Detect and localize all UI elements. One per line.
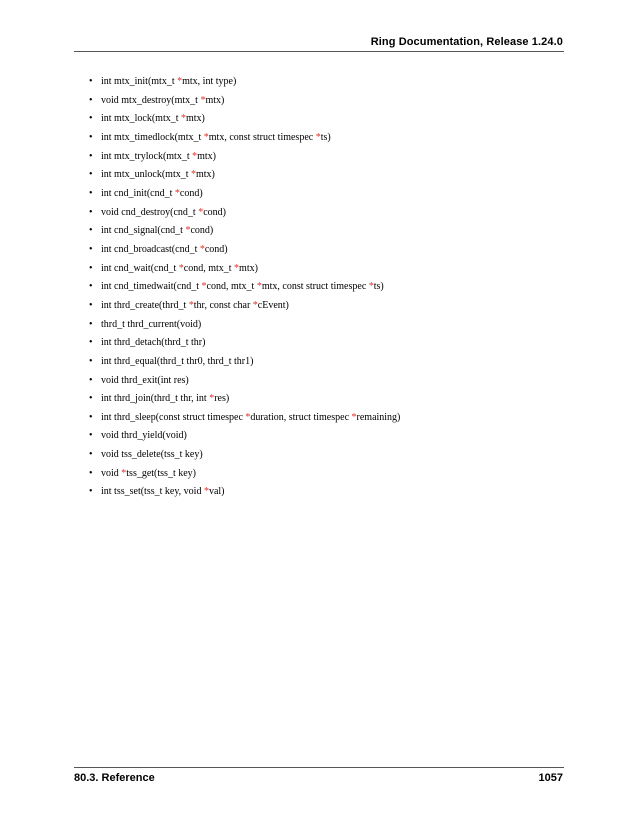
list-item bbox=[89, 409, 400, 428]
list-item bbox=[89, 241, 400, 260]
signature-text: void bbox=[101, 467, 122, 479]
list-item bbox=[89, 297, 400, 316]
bullet-icon: • bbox=[89, 449, 93, 461]
bullet-icon: • bbox=[89, 393, 93, 405]
list-item bbox=[89, 446, 400, 465]
signature-text: void thrd_yield(void) bbox=[101, 430, 187, 442]
signature-text: int mtx_init(mtx_t bbox=[101, 76, 178, 87]
list-item bbox=[89, 465, 400, 484]
pointer-asterisk: * bbox=[200, 94, 206, 106]
list-item bbox=[89, 129, 400, 148]
bullet-icon: • bbox=[89, 486, 93, 498]
pointer-asterisk: * bbox=[178, 262, 184, 274]
bullet-icon: • bbox=[89, 318, 93, 330]
signature-text: void mtx_destroy(mtx_t bbox=[101, 94, 201, 106]
signature-text: int thrd_create(thrd_t bbox=[101, 299, 189, 311]
signature-text: cond, mtx_t bbox=[183, 262, 235, 274]
bullet-icon: • bbox=[89, 374, 93, 386]
pointer-asterisk: * bbox=[209, 393, 215, 405]
pointer-asterisk: * bbox=[181, 113, 186, 125]
signature-text: ts) bbox=[320, 131, 331, 143]
list-item bbox=[89, 353, 400, 372]
footer-section-title: 80.3. Reference bbox=[74, 772, 155, 784]
pointer-asterisk: * bbox=[191, 169, 196, 181]
pointer-asterisk: * bbox=[203, 131, 209, 143]
list-item bbox=[89, 222, 400, 241]
signature-text: duration, struct timespec bbox=[250, 411, 352, 423]
list-item bbox=[89, 148, 400, 167]
bullet-icon: • bbox=[89, 187, 93, 199]
list-item bbox=[89, 390, 400, 409]
pointer-asterisk: * bbox=[368, 281, 374, 293]
signature-text: int mtx_timedlock(mtx_t bbox=[101, 131, 204, 143]
bullet-icon: • bbox=[89, 411, 93, 423]
signature-text: mtx) bbox=[186, 113, 205, 125]
bullet-icon: • bbox=[89, 337, 93, 349]
signature-text: ts) bbox=[373, 281, 384, 293]
signature-text: cond) bbox=[179, 187, 203, 199]
list-item bbox=[89, 278, 400, 297]
signature-text: val) bbox=[208, 486, 225, 498]
signature-text: int thrd_sleep(const struct timespec bbox=[101, 411, 246, 423]
signature-text: int cnd_wait(cnd_t bbox=[101, 262, 179, 274]
pointer-asterisk: * bbox=[351, 411, 357, 423]
bullet-icon: • bbox=[89, 262, 93, 274]
bullet-icon: • bbox=[89, 243, 93, 255]
footer-divider bbox=[74, 767, 564, 768]
signature-text: int thrd_equal(thrd_t thr0, thrd_t thr1) bbox=[101, 355, 254, 367]
list-item bbox=[89, 334, 400, 353]
pointer-asterisk: * bbox=[234, 262, 240, 274]
header-divider bbox=[74, 51, 564, 52]
pointer-asterisk: * bbox=[174, 187, 180, 199]
list-item bbox=[89, 166, 400, 185]
footer-page-number: 1057 bbox=[538, 772, 563, 784]
signature-text: mtx) bbox=[197, 150, 216, 162]
bullet-icon: • bbox=[89, 113, 93, 125]
signature-text: mtx) bbox=[205, 94, 225, 106]
bullet-icon: • bbox=[89, 281, 93, 293]
signature-text: mtx) bbox=[239, 262, 258, 274]
signature-text: int tss_set(tss_t key, void bbox=[101, 486, 204, 498]
signature-text: int cnd_signal(cnd_t bbox=[101, 225, 186, 237]
signature-text: cond) bbox=[204, 243, 228, 255]
signature-text: res) bbox=[214, 393, 230, 405]
signature-text: int thrd_join(thrd_t thr, int bbox=[101, 393, 210, 405]
list-item bbox=[89, 260, 400, 279]
signature-text: int cnd_init(cnd_t bbox=[101, 187, 175, 199]
pointer-asterisk: * bbox=[198, 206, 204, 218]
list-item bbox=[89, 204, 400, 223]
pointer-asterisk: * bbox=[199, 243, 205, 255]
list-item bbox=[89, 110, 400, 129]
pointer-asterisk: * bbox=[245, 411, 251, 423]
pointer-asterisk: * bbox=[315, 131, 321, 143]
bullet-icon: • bbox=[89, 299, 93, 311]
bullet-icon: • bbox=[89, 225, 93, 237]
signature-text: cEvent) bbox=[257, 299, 289, 311]
list-item bbox=[89, 185, 400, 204]
list-item bbox=[89, 372, 400, 391]
function-list bbox=[89, 73, 400, 502]
signature-text: int cnd_broadcast(cnd_t bbox=[101, 243, 200, 255]
list-item bbox=[89, 427, 400, 446]
signature-text: mtx, const struct timespec bbox=[208, 131, 316, 143]
signature-text: void tss_delete(tss_t key) bbox=[101, 449, 203, 461]
signature-text: int cnd_timedwait(cnd_t bbox=[101, 281, 202, 293]
signature-text: thr, const char bbox=[193, 299, 253, 311]
signature-text: int mtx_lock(mtx_t bbox=[101, 113, 181, 125]
bullet-icon: • bbox=[89, 94, 93, 106]
signature-text: mtx) bbox=[196, 169, 215, 181]
list-item bbox=[89, 483, 400, 502]
signature-text: int mtx_trylock(mtx_t bbox=[101, 150, 193, 162]
pointer-asterisk: * bbox=[201, 281, 207, 293]
list-item bbox=[89, 316, 400, 335]
list-item bbox=[89, 73, 400, 92]
pointer-asterisk: * bbox=[203, 486, 209, 498]
signature-text: cond, mtx_t bbox=[206, 281, 257, 293]
bullet-icon: • bbox=[89, 206, 93, 218]
bullet-icon: • bbox=[89, 76, 93, 87]
signature-text: cond) bbox=[203, 206, 226, 218]
signature-text: cond) bbox=[190, 225, 214, 237]
bullet-icon: • bbox=[89, 430, 93, 442]
pointer-asterisk: * bbox=[188, 299, 194, 311]
pointer-asterisk: * bbox=[121, 467, 127, 479]
pointer-asterisk: * bbox=[177, 76, 183, 87]
bullet-icon: • bbox=[89, 467, 93, 479]
signature-text: int mtx_unlock(mtx_t bbox=[101, 169, 191, 181]
signature-text: thrd_t thrd_current(void) bbox=[101, 318, 202, 330]
signature-text: tss_get(tss_t key) bbox=[126, 467, 196, 479]
signature-text: void thrd_exit(int res) bbox=[101, 374, 189, 386]
list-item bbox=[89, 92, 400, 111]
bullet-icon: • bbox=[89, 169, 93, 181]
pointer-asterisk: * bbox=[256, 281, 262, 293]
signature-text: remaining) bbox=[356, 411, 401, 423]
header-title: Ring Documentation, Release 1.24.0 bbox=[370, 36, 563, 48]
pointer-asterisk: * bbox=[192, 150, 198, 162]
bullet-icon: • bbox=[89, 355, 93, 367]
signature-text: void cnd_destroy(cnd_t bbox=[101, 206, 199, 218]
signature-text: int thrd_detach(thrd_t thr) bbox=[101, 337, 206, 349]
bullet-icon: • bbox=[89, 131, 93, 143]
signature-text: mtx, int type) bbox=[182, 76, 237, 87]
signature-text: mtx, const struct timespec bbox=[261, 281, 369, 293]
bullet-icon: • bbox=[89, 150, 93, 162]
pointer-asterisk: * bbox=[252, 299, 258, 311]
pointer-asterisk: * bbox=[185, 225, 191, 237]
